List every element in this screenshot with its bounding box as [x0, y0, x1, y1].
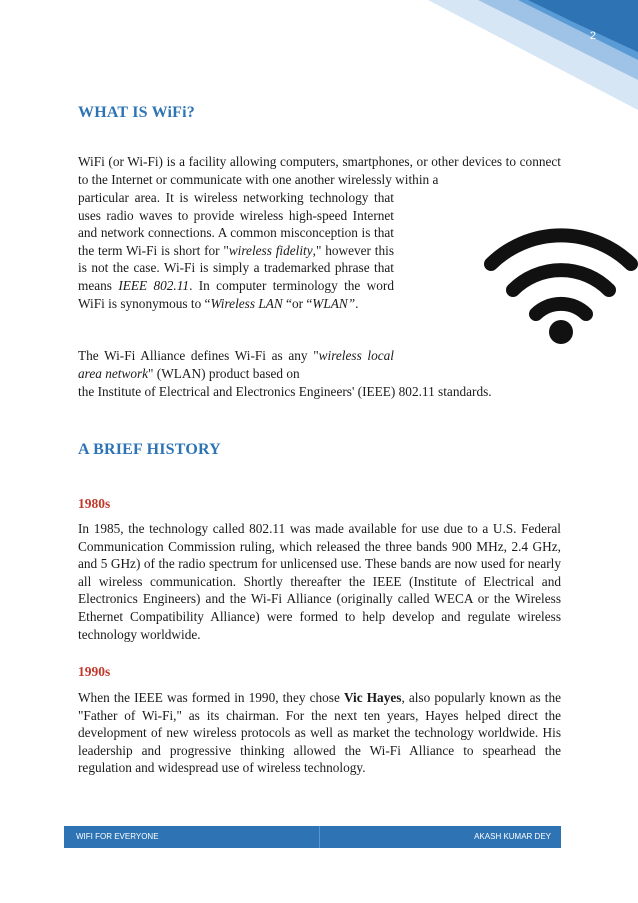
- page-number: 2: [589, 30, 596, 42]
- footer-divider: [319, 826, 320, 848]
- footer-title: WIFI FOR EVERYONE: [76, 832, 159, 841]
- paragraph-alliance-continued: the Institute of Electrical and Electronics Engineers' (IEEE) 802.11 standards.: [78, 384, 492, 399]
- text-emphasis: IEEE 802.11: [118, 277, 190, 293]
- subheading-1980s: 1980s: [78, 496, 111, 511]
- text-emphasis: wireless fidelity: [228, 242, 313, 258]
- text-run: “or “: [282, 295, 313, 311]
- paragraph-alliance: [78, 347, 394, 382]
- text-run: , also popularly known as the "Father of Wi-Fi," as its chairman. For the next ten years, Hayes helped direct the development of new wireless protocols as well as market the technology worldwide. His leadership and progressive thinking allowed the Wi-Fi Alliance to spearhead the regulation and widespread use of wireless technology.: [78, 690, 562, 776]
- text-run: The Wi-Fi Alliance defines Wi-Fi as any ": [78, 348, 319, 363]
- paragraph-1990s: [78, 689, 561, 777]
- wifi-signal-icon: [483, 206, 638, 346]
- text-run: " (WLAN) product based on: [148, 365, 300, 381]
- text-strong: Vic Hayes: [343, 690, 402, 705]
- text-emphasis: WLAN”: [312, 295, 356, 311]
- text-run: .: [355, 295, 359, 311]
- text-run: ," however this is not the case. Wi-Fi is simply a trademarked phrase that means: [78, 242, 394, 293]
- text-run: particular area. It is wireless networking technology that uses radio waves to provide wireless high-speed Internet and network connections. A common misconception is that the term Wi-Fi is short for ": [78, 190, 394, 258]
- page-footer: [64, 826, 561, 848]
- section-heading-brief-history: A BRIEF HISTORY: [78, 441, 221, 458]
- text-emphasis: Wireless LAN: [210, 295, 283, 311]
- text-run: When the IEEE was formed in 1990, they chose: [78, 690, 344, 705]
- paragraph-definition: [78, 189, 394, 312]
- corner-decoration: [368, 0, 638, 110]
- footer-author: AKASH KUMAR DEY: [474, 832, 551, 841]
- text-run: . In computer terminology the word WiFi is synonymous to “: [78, 277, 395, 311]
- paragraph-intro: WiFi (or Wi-Fi) is a facility allowing computers, smartphones, or other devices to connect to the Internet or communicate with one another wirelessly within a: [78, 154, 561, 187]
- section-heading-what-is-wifi: WHAT IS WiFi?: [78, 104, 196, 121]
- subheading-1990s: 1990s: [78, 664, 111, 679]
- text-emphasis: wireless local area network: [78, 348, 394, 381]
- paragraph-1980s: In 1985, the technology called 802.11 was made available for use due to a U.S. Federal Communication Commission ruling, which released the three bands 900 MHz, 2.4 GHz, and 5 GHz) of the radio spectrum for unlicensed use. These bands are now used for nearly all wireless communication. Shortly thereafter the IEEE (Institute of Electrical and Electronics Engineers) and the Wi-Fi Alliance (originally called WECA or the Wireless Ethernet Compatibility Alliance) were formed to help develop and regulate wireless technology worldwide.: [78, 521, 561, 642]
